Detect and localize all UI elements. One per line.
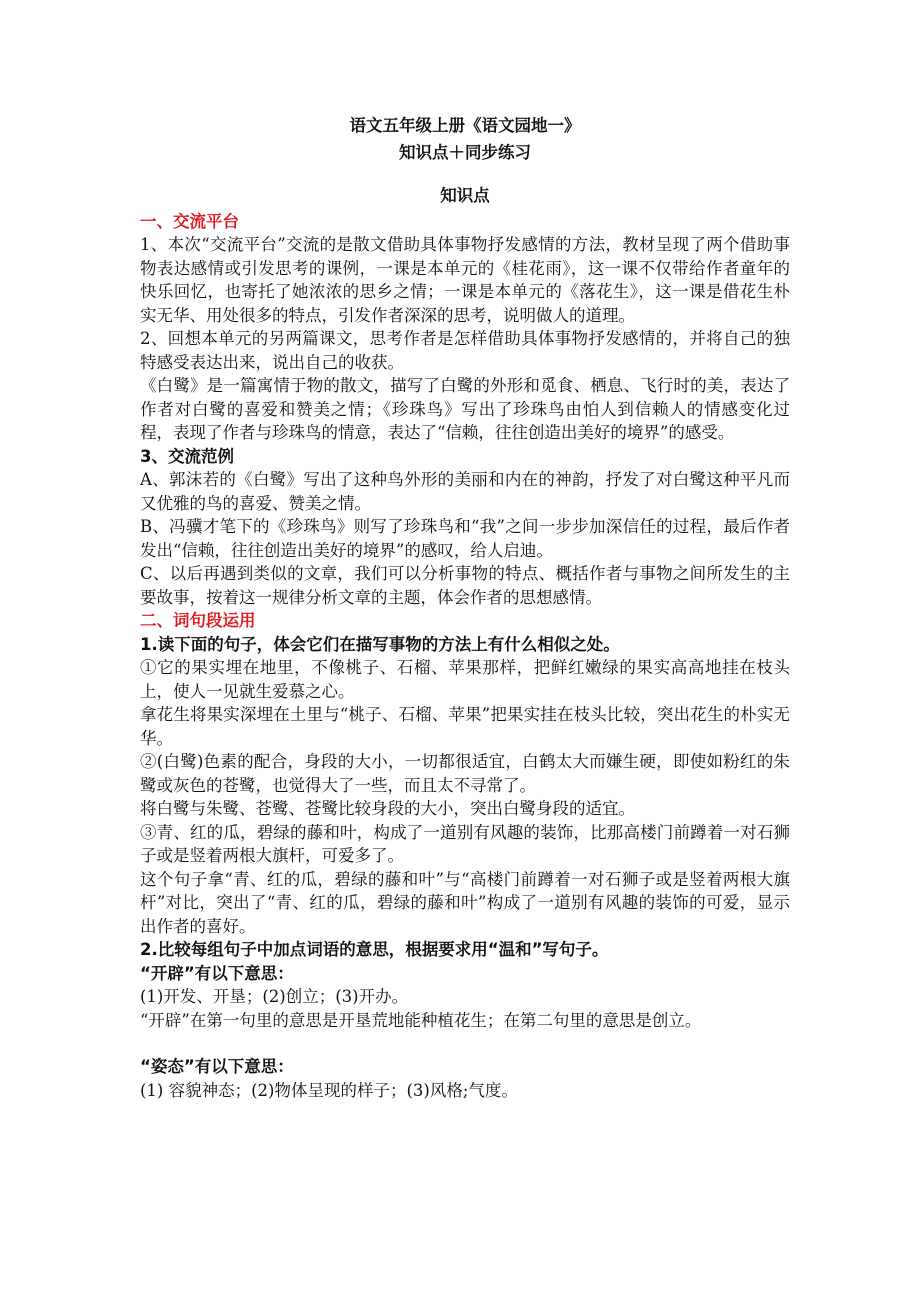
document-page — [140, 112, 790, 1102]
blank-line — [140, 1032, 790, 1055]
example-b: B、冯骥才笔下的《珍珠鸟》则写了珍珠鸟和“我”之间一步步加深信任的过程，最后作者发出“信赖，往往创造出美好的境界”的感叹，给人启迪。 — [140, 517, 790, 560]
zitai-meanings: (1) 容貌神态；(2)物体呈现的样子；(3)风格;气度。 — [140, 1080, 518, 1100]
doc-subtitle: 知识点＋同步练习 — [399, 143, 531, 162]
doc-title: 语文五年级上册《语文园地一》 — [349, 116, 581, 135]
sentence-2-note: 将白鹭与朱鹭、苍鹭、苍鹭比较身段的大小，突出白鹭身段的适宜。 — [140, 799, 635, 818]
question-1: 1.读下面的句子，体会它们在描写事物的方法上有什么相似之处。 — [140, 634, 620, 654]
sentence-3: ③青、红的瓜，碧绿的藤和叶，构成了一道别有风趣的装饰，比那高楼门前蹲着一对石狮子或是竖着两根大旗杆，可爱多了。 — [140, 822, 790, 865]
question-2: 2.比较每组句子中加点词语的意思，根据要求用“温和”写句子。 — [140, 940, 609, 959]
example-c: C、以后再遇到类似的文章，我们可以分析事物的特点、概括作者与事物之间所发生的主要故事，按着这一规律分析文章的主题，体会作者的思想感情。 — [140, 564, 790, 607]
sentence-3-note: 这个句子拿“青、红的瓜，碧绿的藤和叶”与“高楼门前蹲着一对石狮子或是竖着两根大旗杆”对比，突出了“青、红的瓜，碧绿的藤和叶”构成了一道别有风趣的装饰的可爱，显示出作者的喜好。 — [140, 869, 790, 936]
part1-subheading: 3、交流范例 — [140, 446, 234, 466]
part2-heading: 二、词句段运用 — [140, 611, 256, 630]
sentence-1: ①它的果实埋在地里，不像桃子、石榴、苹果那样，把鲜红嫩绿的果实高高地挂在枝头上，使人一见就生爱慕之心。 — [140, 658, 790, 701]
zitai-heading: “姿态”有以下意思： — [140, 1057, 294, 1076]
sentence-2: ②(白鹭)色素的配合，身段的大小，一切都很适宜，白鹤太大而嫌生硬，即使如粉红的朱鹭或灰色的苍鹭，也觉得大了一些，而且太不寻常了。 — [140, 752, 790, 795]
section-title: 知识点 — [440, 186, 490, 205]
part1-paragraph-3: 《白鹭》是一篇寓情于物的散文，描写了白鹭的外形和觅食、栖息、飞行时的美，表达了作者对白鹭的喜爱和赞美之情；《珍珠鸟》写出了珍珠鸟由怕人到信赖人的情感变化过程，表现了作者与珍珠鸟的情意，表达了“信赖，往往创造出美好的境界”的感受。 — [140, 376, 790, 442]
part1-paragraph-2: 2、回想本单元的另两篇课文，思考作者是怎样借助具体事物抒发感情的，并将自己的独特感受表达出来，说出自己的收获。 — [140, 329, 790, 372]
part1-heading: 一、交流平台 — [140, 211, 239, 231]
kaipi-note: “开辟”在第一句里的意思是开垦荒地能种植花生；在第二句里的意思是创立。 — [140, 1010, 702, 1030]
kaipi-heading: “开辟”有以下意思： — [140, 963, 294, 983]
sentence-1-note: 拿花生将果实深埋在土里与“桃子、石榴、苹果”把果实挂在枝头比较，突出花生的朴实无华。 — [140, 705, 790, 748]
kaipi-meanings: (1)开发、开垦；(2)创立；(3)开办。 — [140, 987, 409, 1006]
example-a: A、郭沫若的《白鹭》写出了这种鸟外形的美丽和内在的神韵，抒发了对白鹭这种平凡而又优雅的鸟的喜爱、赞美之情。 — [140, 470, 790, 513]
part1-paragraph-1: 1、本次“交流平台”交流的是散文借助具体事物抒发感情的方法，教材呈现了两个借助事物表达感情或引发思考的课例，一课是本单元的《桂花雨》，这一课不仅带给作者童年的快乐回忆，也寄托了她浓浓的思乡之情；一课是本单元的《落花生》，这一课是借花生朴实无华、用处很多的特点，引发作者深深的思考，说明做人的道理。 — [140, 235, 790, 325]
